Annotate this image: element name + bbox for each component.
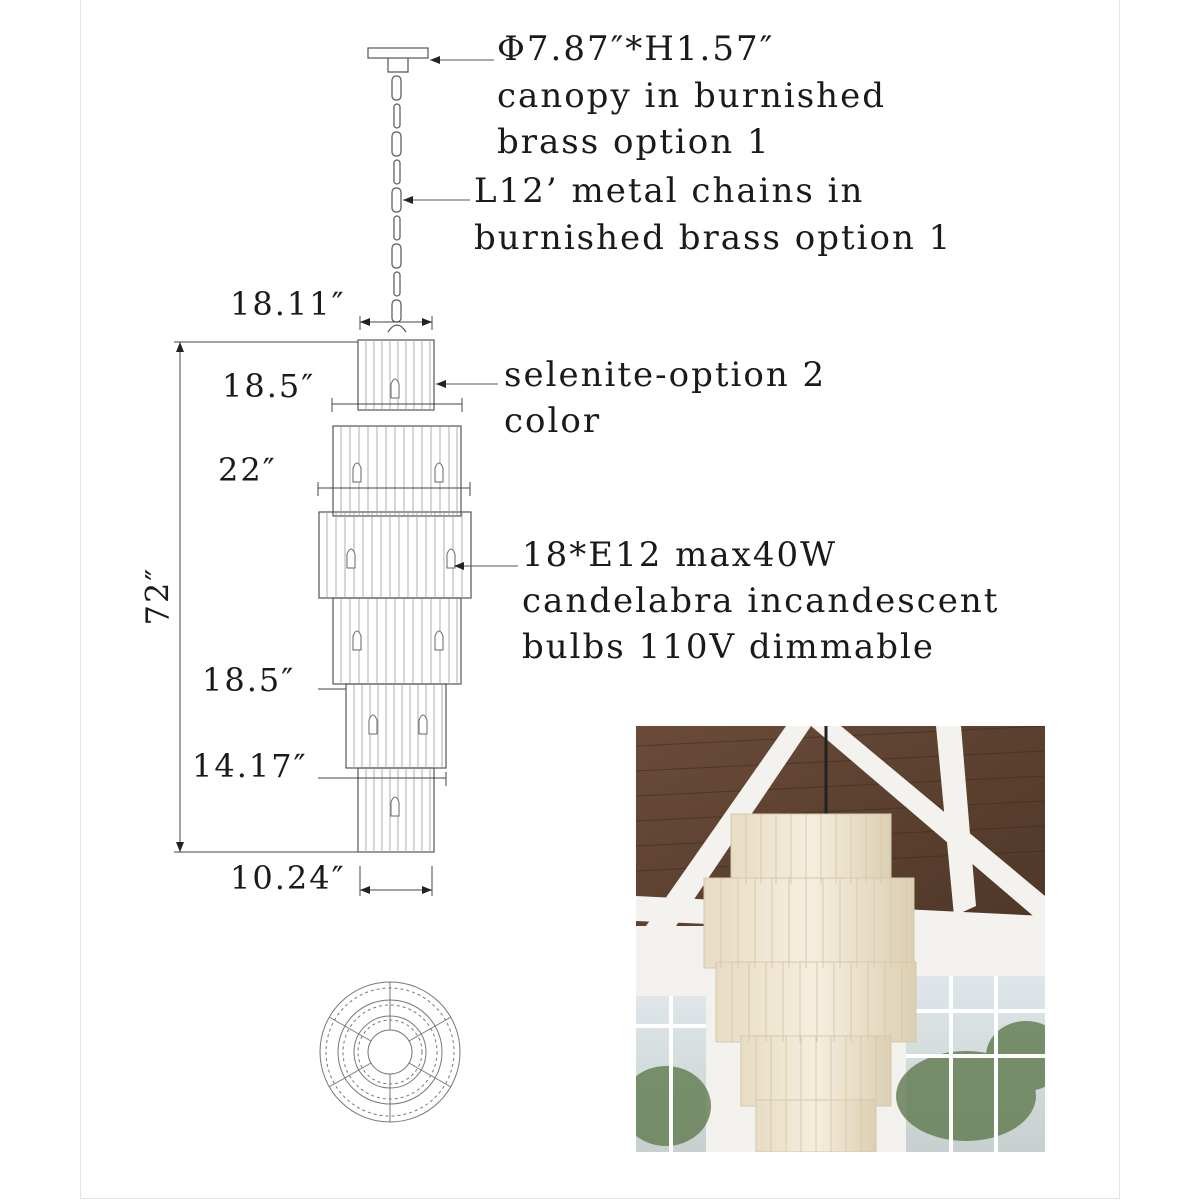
product-photo <box>636 726 1045 1152</box>
bottom-view <box>320 982 460 1122</box>
dim-label-tier5: 18.5″ <box>202 661 296 699</box>
selenite-flutes <box>327 340 462 852</box>
leader-selenite <box>436 380 498 388</box>
bulbs-desc-line1: 18*E12 max40W <box>522 535 838 575</box>
dim-label-height: 72″ <box>138 566 177 626</box>
dim-label-tier2: 18.5″ <box>222 367 316 405</box>
dimension-bottom <box>360 866 432 896</box>
bulbs-desc-line3: bulbs 110V dimmable <box>522 627 935 667</box>
canopy-hook <box>388 58 408 72</box>
tier-1 <box>358 340 434 410</box>
leader-canopy <box>430 56 494 64</box>
canopy-plate <box>368 48 428 58</box>
bulbs-desc-line2: candelabra incandescent <box>522 581 1000 621</box>
canopy-desc-line2: brass option 1 <box>497 122 771 162</box>
selenite-desc-line1: selenite-option 2 <box>504 355 827 395</box>
dim-label-bottom: 10.24″ <box>230 859 346 897</box>
chain-desc-line2: burnished brass option 1 <box>474 218 953 258</box>
chain-desc-line1: L12’ metal chains in <box>474 171 865 211</box>
room-scene <box>636 726 1045 1152</box>
dim-label-top: 18.11″ <box>230 285 346 323</box>
dim-label-tier3: 22″ <box>218 451 277 489</box>
leader-bulbs <box>454 562 518 570</box>
canopy-spec: Φ7.87″*H1.57″ <box>497 29 775 69</box>
selenite-desc-line2: color <box>504 401 602 441</box>
chain <box>392 76 401 322</box>
top-loop <box>388 325 406 332</box>
leader-chain <box>403 196 470 204</box>
dimension-top <box>360 316 432 330</box>
dim-label-tier6: 14.17″ <box>192 747 308 785</box>
canopy-desc-line1: canopy in burnished <box>497 76 886 116</box>
tier-5 <box>346 684 446 768</box>
